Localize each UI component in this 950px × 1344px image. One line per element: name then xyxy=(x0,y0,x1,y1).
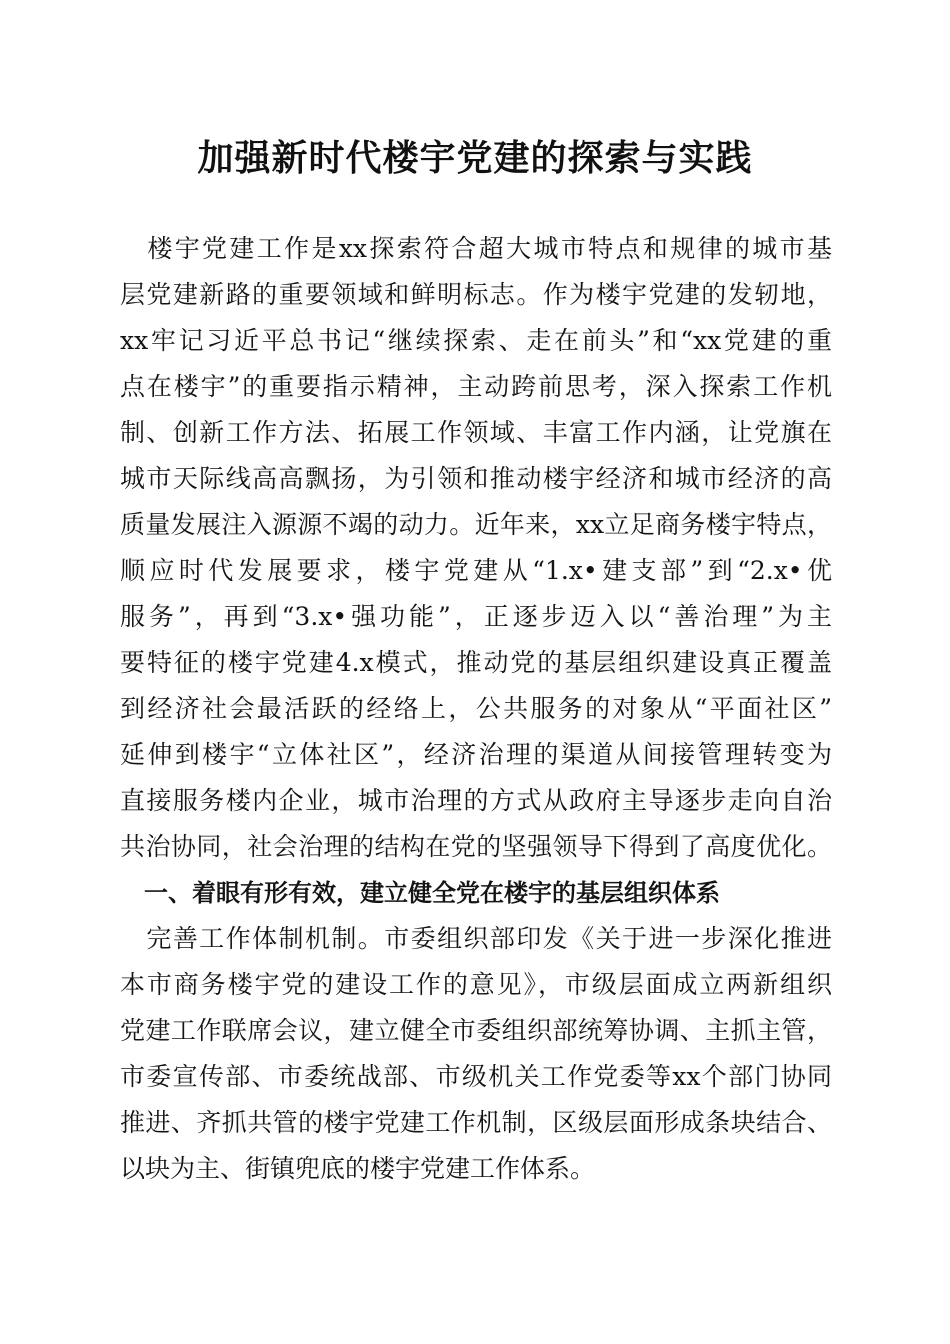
intro-line-2: 层党建新路的重要领域和鲜明标志。作为楼宇党建的发轫地， xyxy=(120,280,832,309)
section-1-heading: 一、着眼有形有效，建立健全党在楼宇的基层组织体系 xyxy=(120,879,720,907)
intro-line-4: 点在楼宇”的重要指示精神，主动跨前思考，深入探索工作机 xyxy=(120,372,832,401)
intro-line-6: 城市天际线高高飘扬，为引领和推动楼宇经济和城市经济的高 xyxy=(120,464,832,493)
intro-line-1: 楼宇党建工作是xx探索符合超大城市特点和规律的城市基 xyxy=(120,234,832,263)
intro-line-9: 服务”，再到“3.x•强功能”，正逐步迈入以“善治理”为主 xyxy=(120,602,832,631)
section-1-line-5: 推进、齐抓共管的楼宇党建工作机制，区级层面形成条块结合、 xyxy=(120,1108,832,1137)
section-1-line-1: 完善工作体制机制。市委组织部印发《关于进一步深化推进 xyxy=(120,924,832,953)
intro-line-7: 质量发展注入源源不竭的动力。近年来，xx立足商务楼宇特点， xyxy=(120,510,832,539)
intro-line-14: 共治协同，社会治理的结构在党的坚强领导下得到了高度优化。 xyxy=(120,832,832,861)
section-1-line-3: 党建工作联席会议，建立健全市委组织部统筹协调、主抓主管， xyxy=(120,1016,832,1045)
intro-line-8: 顺应时代发展要求，楼宇党建从“1.x•建支部”到“2.x•优 xyxy=(120,556,832,585)
section-1-line-6: 以块为主、街镇兜底的楼宇党建工作体系。 xyxy=(120,1154,596,1183)
intro-line-13: 直接服务楼内企业，城市治理的方式从政府主导逐步走向自治 xyxy=(120,786,832,815)
intro-line-5: 制、创新工作方法、拓展工作领域、丰富工作内涵，让党旗在 xyxy=(120,418,832,447)
intro-line-10: 要特征的楼宇党建4.x模式，推动党的基层组织建设真正覆盖 xyxy=(120,648,832,677)
section-1-line-4: 市委宣传部、市委统战部、市级机关工作党委等xx个部门协同 xyxy=(120,1062,832,1091)
intro-line-12: 延伸到楼宇“立体社区”，经济治理的渠道从间接管理转变为 xyxy=(120,740,832,769)
intro-line-11: 到经济社会最活跃的经络上，公共服务的对象从“平面社区” xyxy=(120,694,832,723)
section-1-line-2: 本市商务楼宇党的建设工作的意见》，市级层面成立两新组织 xyxy=(120,970,832,999)
document-title: 加强新时代楼宇党建的探索与实践 xyxy=(197,137,753,179)
intro-line-3: xx牢记习近平总书记“继续探索、走在前头”和“xx党建的重 xyxy=(120,326,832,355)
